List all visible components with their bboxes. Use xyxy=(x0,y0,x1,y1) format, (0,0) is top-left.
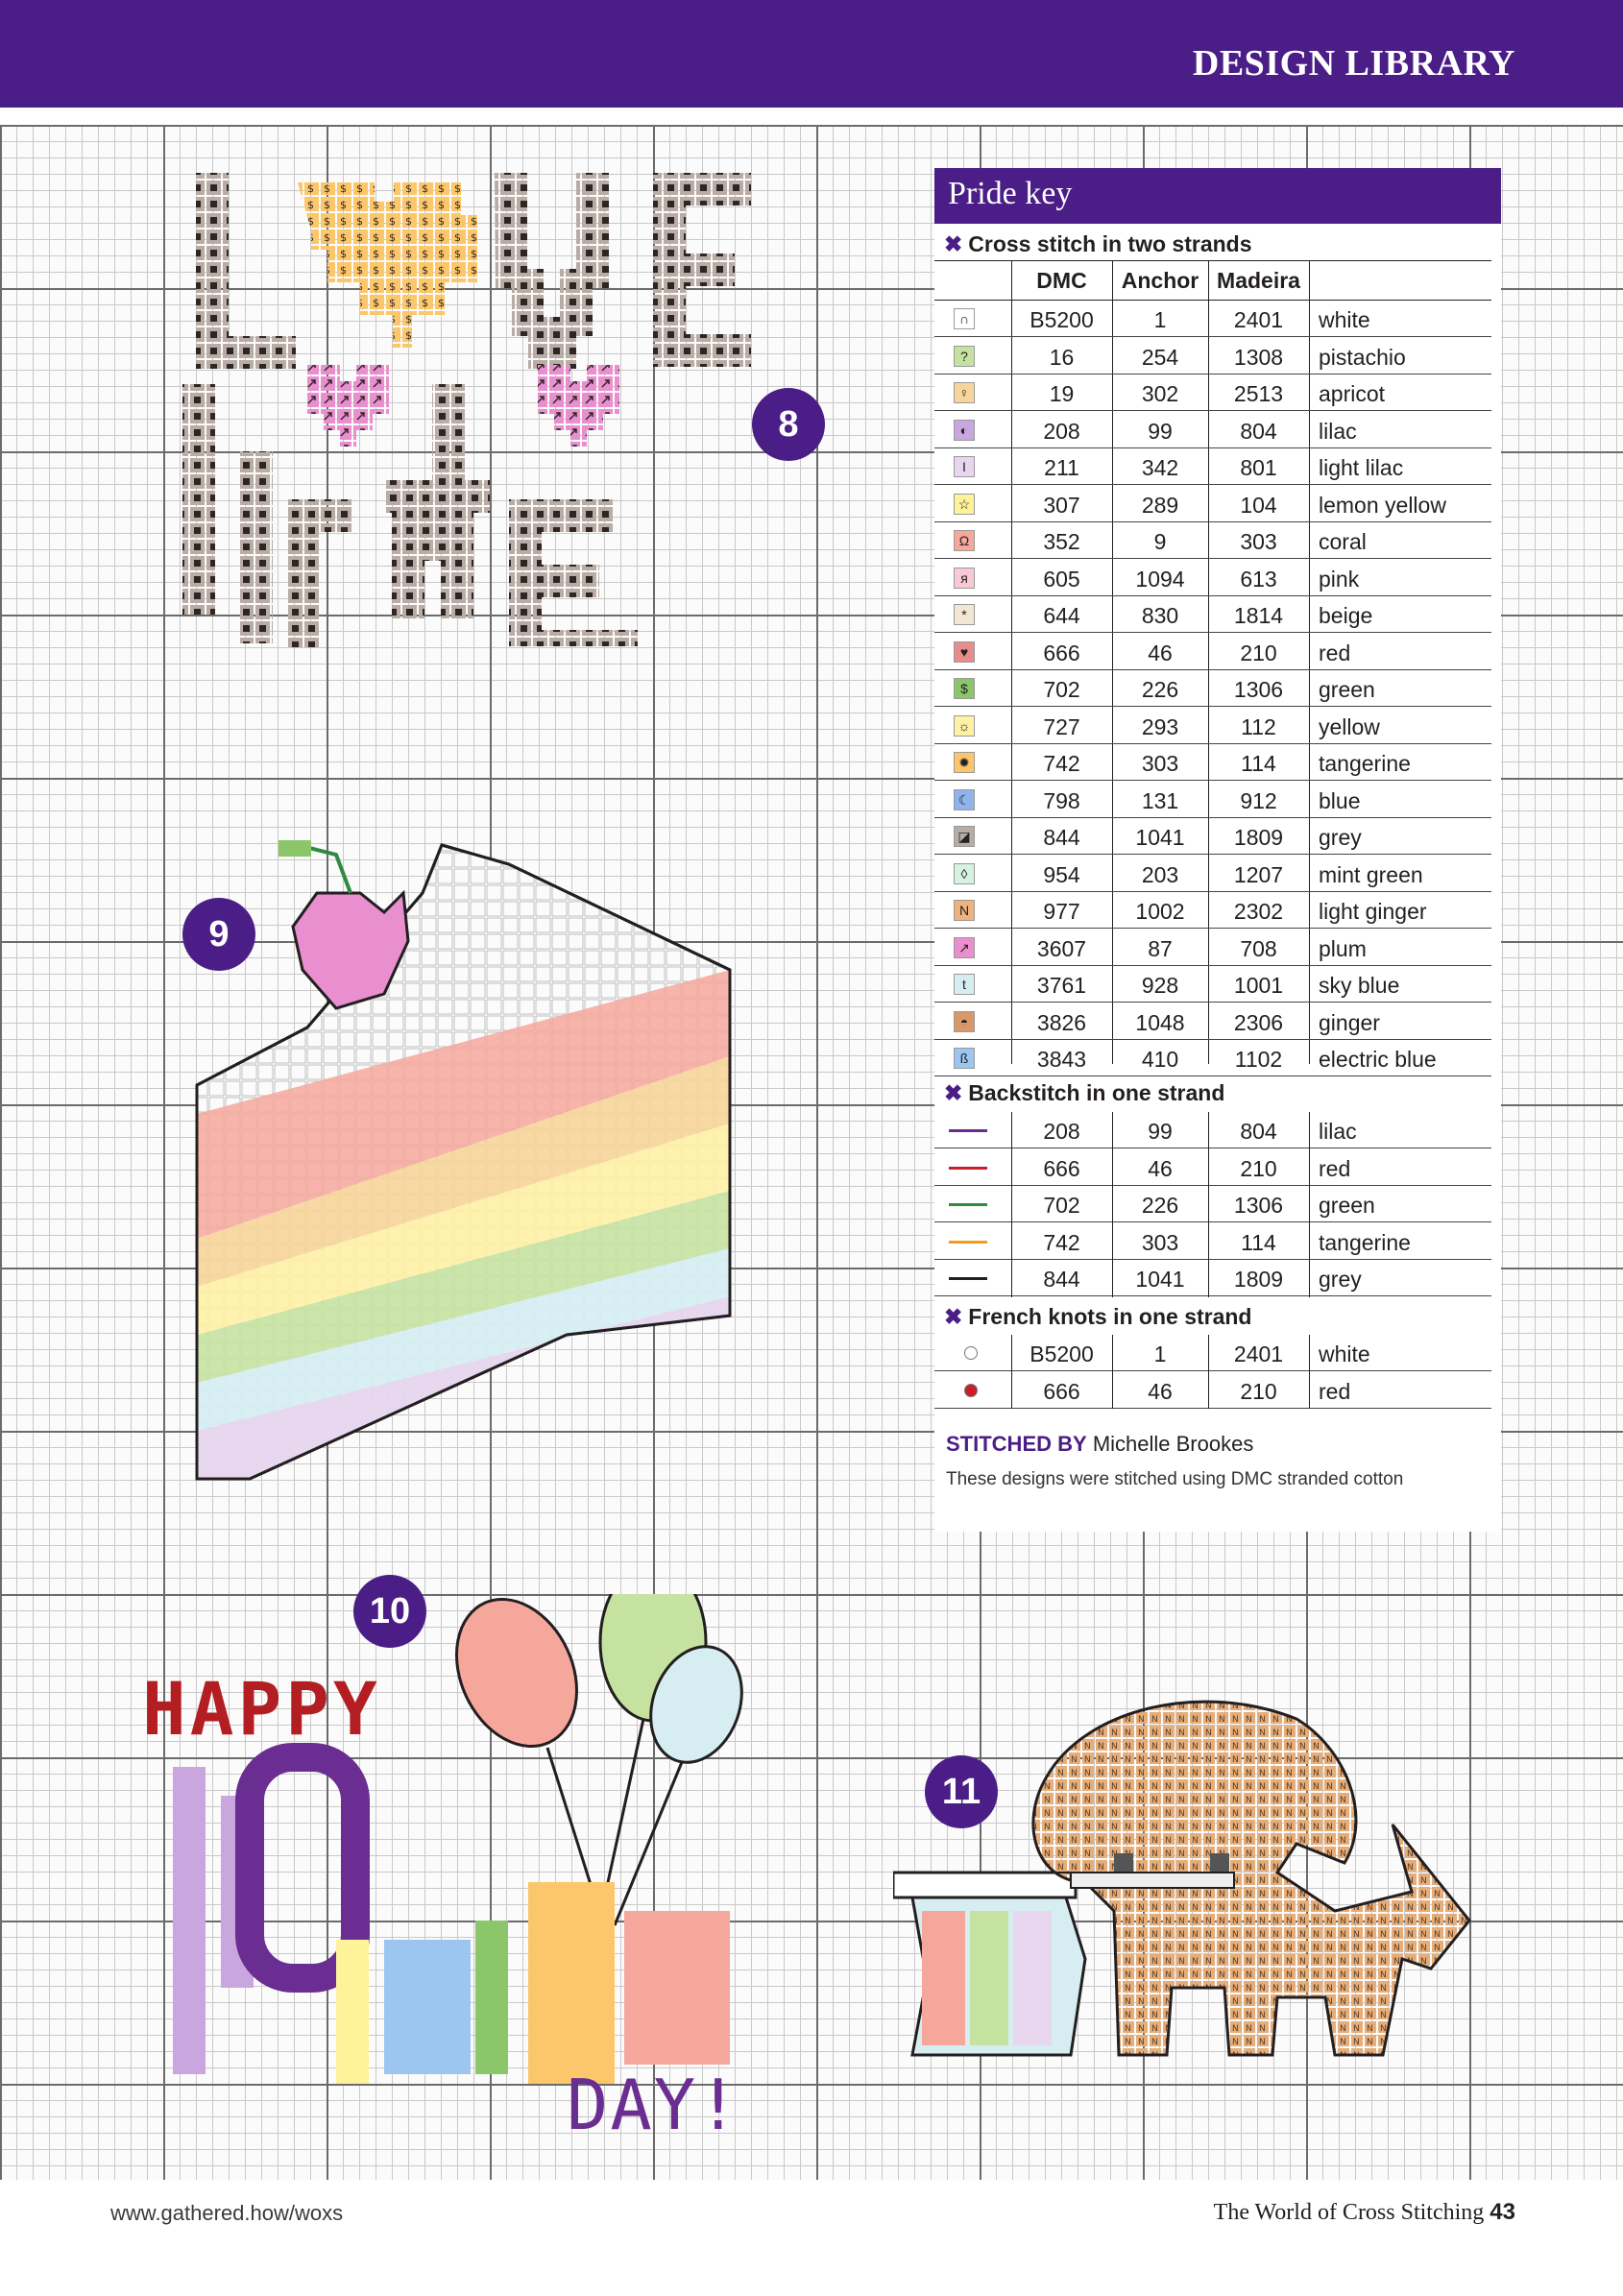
anchor-code: 131 xyxy=(1141,787,1179,813)
dmc-code: 666 xyxy=(1043,640,1080,665)
col-divider xyxy=(1011,1112,1012,1297)
madeira-code: 114 xyxy=(1241,1229,1276,1255)
design-number-8: 8 xyxy=(752,388,825,461)
anchor-code: 1002 xyxy=(1135,899,1185,924)
stitch-symbol: ◊ xyxy=(954,863,975,884)
stitch-symbol: ◐ xyxy=(954,420,975,441)
col-divider xyxy=(1208,1112,1209,1297)
madeira-code: 2401 xyxy=(1233,307,1284,332)
madeira-code: 1814 xyxy=(1233,603,1284,628)
madeira-code: 210 xyxy=(1240,1378,1277,1404)
col-divider xyxy=(1208,1335,1209,1409)
madeira-code: 912 xyxy=(1240,787,1277,813)
colour-name: grey xyxy=(1319,825,1362,850)
anchor-code: 289 xyxy=(1141,492,1179,518)
stitch-symbol: ◓ xyxy=(954,1011,975,1032)
key-row xyxy=(934,338,1491,375)
colour-name: electric blue xyxy=(1319,1047,1437,1072)
anchor-code: 410 xyxy=(1141,1047,1179,1072)
design-puppy-flag xyxy=(893,1671,1498,2093)
colour-name: white xyxy=(1319,307,1370,332)
madeira-code: 210 xyxy=(1240,1155,1277,1181)
colour-name: plum xyxy=(1319,935,1367,961)
key-row xyxy=(934,892,1491,929)
key-row xyxy=(934,744,1491,781)
dmc-code: 702 xyxy=(1043,677,1080,702)
anchor-code: 203 xyxy=(1141,861,1179,887)
colour-name: tangerine xyxy=(1319,751,1411,776)
colour-name: pink xyxy=(1319,566,1360,592)
madeira-code: 2302 xyxy=(1233,899,1284,924)
madeira-code: 1809 xyxy=(1233,1267,1284,1292)
anchor-code: 302 xyxy=(1141,381,1179,406)
col-anchor: Anchor xyxy=(1121,268,1199,293)
stitch-symbol: ↗ xyxy=(954,937,975,958)
anchor-code: 46 xyxy=(1148,640,1173,665)
colour-name: white xyxy=(1319,1341,1370,1366)
colour-name: coral xyxy=(1319,529,1367,554)
footer-magazine: The World of Cross Stitching 43 xyxy=(1213,2199,1515,2225)
dmc-code: 844 xyxy=(1043,825,1080,850)
french-knot xyxy=(964,1346,978,1360)
dmc-code: 3761 xyxy=(1036,973,1087,998)
madeira-code: 1001 xyxy=(1233,973,1284,998)
col-divider xyxy=(1112,1335,1113,1409)
stitch-symbol: ♀ xyxy=(954,382,975,403)
anchor-code: 99 xyxy=(1148,418,1173,444)
key-row xyxy=(934,856,1491,892)
backstitch-line xyxy=(949,1129,987,1132)
colour-name: blue xyxy=(1319,787,1361,813)
stitch-symbol: ☆ xyxy=(954,494,975,515)
anchor-code: 226 xyxy=(1141,1193,1179,1218)
anchor-code: 293 xyxy=(1141,713,1179,739)
backstitch-heading: ✖ Backstitch in one strand xyxy=(944,1080,1225,1105)
dmc-code: 702 xyxy=(1043,1193,1080,1218)
madeira-code: 112 xyxy=(1241,713,1276,739)
key-row xyxy=(934,486,1491,522)
anchor-code: 830 xyxy=(1141,603,1179,628)
key-row xyxy=(934,670,1491,707)
stitch-symbol: Ω xyxy=(954,530,975,551)
colour-name: beige xyxy=(1319,603,1373,628)
madeira-code: 2306 xyxy=(1233,1009,1284,1035)
madeira-code: 114 xyxy=(1241,751,1276,776)
stitch-symbol: I xyxy=(954,456,975,477)
stitch-symbol: ✹ xyxy=(954,752,975,773)
dmc-code: 16 xyxy=(1049,344,1075,370)
dmc-code: 844 xyxy=(1043,1267,1080,1292)
colour-name: grey xyxy=(1319,1267,1362,1292)
design-pride-balloons xyxy=(144,1594,759,2132)
madeira-code: 804 xyxy=(1240,1119,1277,1144)
design-number-10: 10 xyxy=(353,1575,426,1648)
key-row xyxy=(934,930,1491,966)
key-row xyxy=(934,782,1491,818)
dmc-code: 727 xyxy=(1043,713,1080,739)
stitch-symbol: ß xyxy=(954,1048,975,1069)
stitch-symbol: t xyxy=(954,974,975,995)
design-cake xyxy=(192,835,739,1488)
stitch-symbol: ☼ xyxy=(954,715,975,737)
stitch-symbol: * xyxy=(954,604,975,625)
anchor-code: 87 xyxy=(1148,935,1173,961)
footer xyxy=(0,2180,1623,2296)
stitch-symbol: ◪ xyxy=(954,826,975,847)
stitched-by: STITCHED BY Michelle Brookes xyxy=(946,1432,1254,1456)
anchor-code: 1048 xyxy=(1135,1009,1185,1035)
key-row xyxy=(934,522,1491,559)
dmc-code: B5200 xyxy=(1030,307,1094,332)
backstitch-line xyxy=(949,1277,987,1280)
footer-url[interactable]: www.gathered.how/woxs xyxy=(110,2201,344,2225)
madeira-code: 1809 xyxy=(1233,825,1284,850)
dmc-code: 211 xyxy=(1044,455,1079,480)
stitch-symbol: N xyxy=(954,900,975,921)
colour-name: ginger xyxy=(1319,1009,1380,1035)
stitch-symbol: я xyxy=(954,568,975,589)
dmc-code: 19 xyxy=(1049,381,1075,406)
dmc-code: 644 xyxy=(1043,603,1080,628)
madeira-code: 1308 xyxy=(1233,344,1284,370)
anchor-code: 46 xyxy=(1148,1378,1173,1404)
key-row xyxy=(934,1372,1491,1409)
key-row xyxy=(934,634,1491,670)
key-row xyxy=(934,966,1491,1003)
col-divider xyxy=(1309,1112,1310,1297)
colour-name: green xyxy=(1319,677,1375,702)
anchor-code: 928 xyxy=(1141,973,1179,998)
dmc-code: 208 xyxy=(1043,418,1080,444)
key-row xyxy=(934,708,1491,744)
anchor-code: 1094 xyxy=(1135,566,1185,592)
key-row xyxy=(934,1223,1491,1260)
madeira-code: 1306 xyxy=(1233,677,1284,702)
colour-name: red xyxy=(1319,1155,1351,1181)
colour-name: lilac xyxy=(1319,1119,1357,1144)
key-row xyxy=(934,1186,1491,1222)
col-divider xyxy=(1011,1335,1012,1409)
key-row xyxy=(934,1335,1491,1371)
day-text: DAY! xyxy=(567,2065,741,2145)
anchor-code: 303 xyxy=(1141,751,1179,776)
french-knots-heading: ✖ French knots in one strand xyxy=(944,1304,1252,1329)
colour-name: pistachio xyxy=(1319,344,1406,370)
key-row xyxy=(934,596,1491,633)
anchor-code: 342 xyxy=(1141,455,1179,480)
section-title: DESIGN LIBRARY xyxy=(1192,43,1515,84)
madeira-code: 210 xyxy=(1240,640,1277,665)
colour-name: mint green xyxy=(1319,861,1423,887)
col-divider xyxy=(1112,1112,1113,1297)
key-panel xyxy=(934,168,1501,1532)
anchor-code: 226 xyxy=(1141,677,1179,702)
key-row xyxy=(934,412,1491,448)
colour-name: sky blue xyxy=(1319,973,1400,998)
madeira-code: 2513 xyxy=(1233,381,1284,406)
french-knot xyxy=(964,1384,978,1397)
key-title: Pride key xyxy=(934,168,1501,224)
anchor-code: 254 xyxy=(1141,344,1179,370)
key-row xyxy=(934,1040,1491,1076)
design-love-is-love xyxy=(173,163,787,739)
backstitch-line xyxy=(949,1167,987,1170)
stitch-symbol: $ xyxy=(954,678,975,699)
dmc-code: 307 xyxy=(1043,492,1080,518)
madeira-code: 801 xyxy=(1240,455,1277,480)
anchor-code: 1 xyxy=(1153,307,1167,332)
colour-name: lilac xyxy=(1319,418,1357,444)
colour-name: light ginger xyxy=(1319,899,1427,924)
dmc-code: 3607 xyxy=(1036,935,1087,961)
dmc-code: 666 xyxy=(1043,1155,1080,1181)
cross-stitch-heading: ✖ Cross stitch in two strands xyxy=(944,231,1252,256)
dmc-code: 3826 xyxy=(1036,1009,1087,1035)
madeira-code: 1207 xyxy=(1233,861,1284,887)
anchor-code: 1041 xyxy=(1135,825,1185,850)
colour-name: tangerine xyxy=(1319,1229,1411,1255)
backstitch-line xyxy=(949,1241,987,1244)
anchor-code: 46 xyxy=(1148,1155,1173,1181)
colour-name: yellow xyxy=(1319,713,1380,739)
key-row xyxy=(934,1003,1491,1040)
dmc-code: 742 xyxy=(1043,1229,1080,1255)
stitch-symbol: ∩ xyxy=(954,308,975,329)
madeira-code: 1102 xyxy=(1234,1047,1283,1072)
col-madeira: Madeira xyxy=(1217,268,1300,293)
dmc-code: 742 xyxy=(1043,751,1080,776)
key-row xyxy=(934,560,1491,596)
anchor-code: 9 xyxy=(1153,529,1167,554)
dmc-code: 3843 xyxy=(1036,1047,1087,1072)
colour-name: green xyxy=(1319,1193,1375,1218)
dmc-code: 954 xyxy=(1043,861,1080,887)
stitch-symbol: ♥ xyxy=(954,641,975,663)
colour-name: apricot xyxy=(1319,381,1386,406)
key-row xyxy=(934,301,1491,337)
anchor-code: 1041 xyxy=(1135,1267,1185,1292)
madeira-code: 2401 xyxy=(1233,1341,1284,1366)
madeira-code: 104 xyxy=(1240,492,1277,518)
col-dmc: DMC xyxy=(1036,268,1087,293)
madeira-code: 708 xyxy=(1240,935,1277,961)
madeira-code: 613 xyxy=(1240,566,1277,592)
colour-name: light lilac xyxy=(1319,455,1404,480)
col-divider xyxy=(1309,1335,1310,1409)
dmc-code: 798 xyxy=(1043,787,1080,813)
dmc-code: 666 xyxy=(1043,1378,1080,1404)
stitched-note: These designs were stitched using DMC stranded cotton xyxy=(946,1469,1404,1489)
stitch-symbol: ? xyxy=(954,346,975,367)
key-row xyxy=(934,818,1491,855)
header-bar xyxy=(0,0,1623,108)
key-row xyxy=(934,1260,1491,1296)
anchor-code: 303 xyxy=(1141,1229,1179,1255)
key-row xyxy=(934,1149,1491,1186)
colour-name: red xyxy=(1319,640,1351,665)
key-row xyxy=(934,375,1491,411)
design-number-9: 9 xyxy=(182,898,255,971)
anchor-code: 1 xyxy=(1153,1341,1167,1366)
dmc-code: 977 xyxy=(1043,899,1080,924)
backstitch-line xyxy=(949,1203,987,1206)
dmc-code: 208 xyxy=(1043,1119,1080,1144)
dmc-code: B5200 xyxy=(1030,1341,1094,1366)
anchor-code: 99 xyxy=(1148,1119,1173,1144)
dmc-code: 605 xyxy=(1043,566,1080,592)
colour-name: red xyxy=(1319,1378,1351,1404)
stitch-symbol: ☾ xyxy=(954,789,975,810)
key-row xyxy=(934,1112,1491,1148)
dmc-code: 352 xyxy=(1043,529,1080,554)
colour-name: lemon yellow xyxy=(1319,492,1446,518)
happy-text: HAPPY xyxy=(142,1666,381,1752)
design-number-11: 11 xyxy=(925,1755,998,1828)
key-row xyxy=(934,448,1491,485)
madeira-code: 303 xyxy=(1240,529,1277,554)
madeira-code: 804 xyxy=(1240,418,1277,444)
madeira-code: 1306 xyxy=(1233,1193,1284,1218)
